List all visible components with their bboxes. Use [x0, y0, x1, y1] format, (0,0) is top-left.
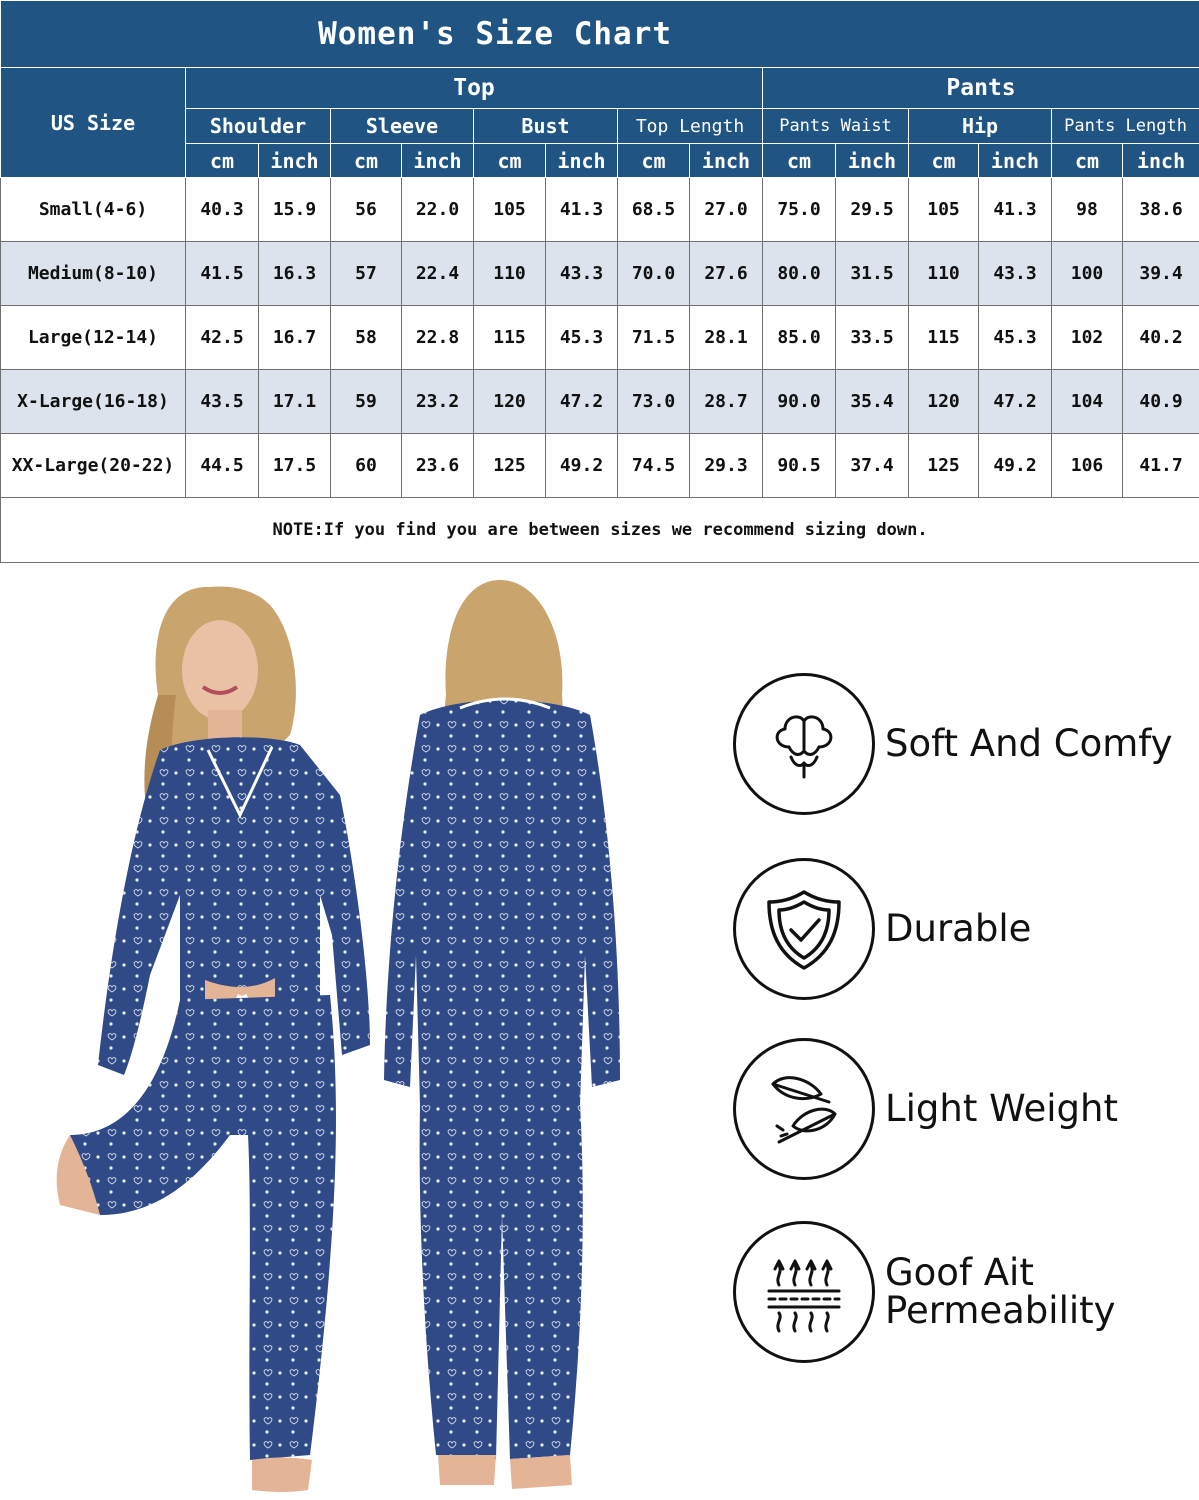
top-length-header: Top Length	[618, 109, 763, 144]
table-cell: 47.2	[979, 370, 1052, 434]
table-cell: 29.5	[836, 178, 909, 242]
table-cell: 105	[474, 178, 546, 242]
table-cell: 27.6	[690, 242, 763, 306]
table-cell: 44.5	[186, 434, 259, 498]
table-cell: 37.4	[836, 434, 909, 498]
table-cell: 105	[909, 178, 979, 242]
unit-header-inch: inch	[836, 144, 909, 178]
table-cell: 22.4	[402, 242, 474, 306]
table-row	[1, 434, 1199, 498]
table-cell: 35.4	[836, 370, 909, 434]
us-size-header: US Size	[1, 68, 186, 178]
table-cell: 73.0	[618, 370, 690, 434]
table-cell: 80.0	[763, 242, 836, 306]
size-label-cell: Small(4-6)	[1, 178, 186, 242]
bust-header: Bust	[474, 109, 618, 144]
table-cell: 100	[1052, 242, 1123, 306]
table-cell: 90.0	[763, 370, 836, 434]
top-group-header: Top	[186, 68, 763, 109]
table-cell: 104	[1052, 370, 1123, 434]
table-cell: 16.3	[259, 242, 331, 306]
table-cell: 47.2	[546, 370, 618, 434]
shoulder-header: Shoulder	[186, 109, 331, 144]
table-cell: 23.6	[402, 434, 474, 498]
table-cell: 60	[331, 434, 402, 498]
table-cell: 23.2	[402, 370, 474, 434]
pants-group-header: Pants	[763, 68, 1199, 109]
sizing-note: NOTE:If you find you are between sizes we recommend sizing down.	[1, 498, 1199, 563]
unit-header-cm: cm	[909, 144, 979, 178]
unit-header-cm: cm	[763, 144, 836, 178]
table-cell: 120	[474, 370, 546, 434]
table-cell: 58	[331, 306, 402, 370]
table-cell: 106	[1052, 434, 1123, 498]
table-cell: 71.5	[618, 306, 690, 370]
table-cell: 68.5	[618, 178, 690, 242]
unit-header-inch: inch	[546, 144, 618, 178]
table-cell: 102	[1052, 306, 1123, 370]
feature-light-weight	[733, 1038, 1118, 1180]
table-cell: 90.5	[763, 434, 836, 498]
table-cell: 125	[909, 434, 979, 498]
feature-label: Light Weight	[885, 1087, 1119, 1130]
note-row	[1, 498, 1199, 563]
feature-label: Soft And Comfy	[885, 722, 1173, 765]
table-cell: 85.0	[763, 306, 836, 370]
size-chart-table	[0, 0, 1199, 563]
cotton-icon	[761, 701, 847, 787]
table-cell: 125	[474, 434, 546, 498]
chart-title: Women's Size Chart	[1, 1, 1199, 68]
table-cell: 56	[331, 178, 402, 242]
table-cell: 16.7	[259, 306, 331, 370]
feature-label-line2: Permeability	[885, 1289, 1116, 1332]
feature-durable	[733, 858, 1031, 1000]
table-cell: 40.9	[1123, 370, 1199, 434]
table-cell: 40.3	[186, 178, 259, 242]
table-cell: 28.7	[690, 370, 763, 434]
size-label-cell: Medium(8-10)	[1, 242, 186, 306]
unit-header-cm: cm	[186, 144, 259, 178]
table-cell: 45.3	[546, 306, 618, 370]
table-cell: 38.6	[1123, 178, 1199, 242]
size-label-cell: Large(12-14)	[1, 306, 186, 370]
table-cell: 45.3	[979, 306, 1052, 370]
unit-header-cm: cm	[1052, 144, 1123, 178]
table-cell: 98	[1052, 178, 1123, 242]
table-cell: 28.1	[690, 306, 763, 370]
table-cell: 41.3	[979, 178, 1052, 242]
table-cell: 49.2	[979, 434, 1052, 498]
table-cell: 43.3	[546, 242, 618, 306]
unit-header-inch: inch	[690, 144, 763, 178]
table-cell: 15.9	[259, 178, 331, 242]
unit-header-inch: inch	[979, 144, 1052, 178]
unit-header-cm: cm	[618, 144, 690, 178]
table-cell: 70.0	[618, 242, 690, 306]
table-cell: 110	[909, 242, 979, 306]
table-cell: 42.5	[186, 306, 259, 370]
table-cell: 115	[909, 306, 979, 370]
table-cell: 33.5	[836, 306, 909, 370]
size-label-cell: X-Large(16-18)	[1, 370, 186, 434]
table-cell: 41.7	[1123, 434, 1199, 498]
table-cell: 22.0	[402, 178, 474, 242]
table-cell: 43.5	[186, 370, 259, 434]
table-cell: 74.5	[618, 434, 690, 498]
feature-label-line1: Goof Ait	[885, 1251, 1034, 1294]
table-cell: 29.3	[690, 434, 763, 498]
table-cell: 110	[474, 242, 546, 306]
table-cell: 40.2	[1123, 306, 1199, 370]
hip-header: Hip	[909, 109, 1052, 144]
table-cell: 31.5	[836, 242, 909, 306]
unit-header-inch: inch	[402, 144, 474, 178]
table-row	[1, 370, 1199, 434]
feature-soft-and-comfy	[733, 673, 1173, 815]
table-cell: 41.3	[546, 178, 618, 242]
table-cell: 59	[331, 370, 402, 434]
table-row	[1, 306, 1199, 370]
table-cell: 27.0	[690, 178, 763, 242]
feather-icon	[759, 1064, 849, 1154]
feature-air-permeability	[733, 1221, 1116, 1363]
table-cell: 120	[909, 370, 979, 434]
feature-label: Durable	[885, 907, 1032, 950]
size-label-cell: XX-Large(20-22)	[1, 434, 186, 498]
table-cell: 17.5	[259, 434, 331, 498]
table-cell: 41.5	[186, 242, 259, 306]
air-permeability-icon	[759, 1247, 849, 1337]
pajama-back-photo	[380, 575, 630, 1495]
pants-length-header: Pants Length	[1052, 109, 1199, 144]
table-cell: 17.1	[259, 370, 331, 434]
table-cell: 39.4	[1123, 242, 1199, 306]
table-row	[1, 242, 1199, 306]
table-row	[1, 178, 1199, 242]
table-cell: 57	[331, 242, 402, 306]
pants-waist-header: Pants Waist	[763, 109, 909, 144]
table-cell: 22.8	[402, 306, 474, 370]
feature-label	[885, 1251, 1116, 1332]
unit-header-cm: cm	[474, 144, 546, 178]
table-cell: 75.0	[763, 178, 836, 242]
unit-header-inch: inch	[1123, 144, 1199, 178]
shield-check-icon	[759, 884, 849, 974]
sleeve-header: Sleeve	[331, 109, 474, 144]
unit-header-cm: cm	[331, 144, 402, 178]
table-cell: 115	[474, 306, 546, 370]
table-cell: 49.2	[546, 434, 618, 498]
table-cell: 43.3	[979, 242, 1052, 306]
pajama-front-photo	[40, 575, 400, 1495]
unit-header-inch: inch	[259, 144, 331, 178]
